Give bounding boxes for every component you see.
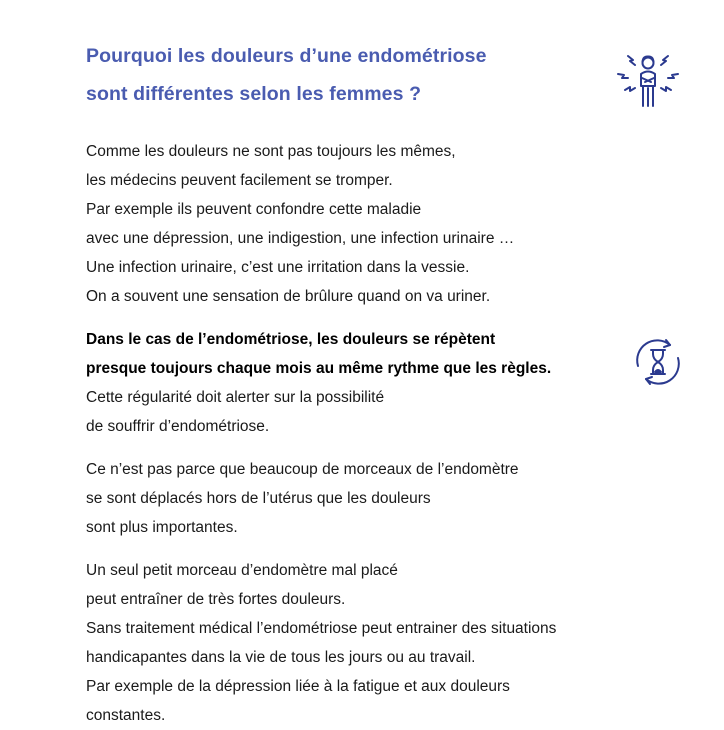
page-title [86,38,487,113]
text-line: Cette régularité doit alerter sur la possibilité [86,389,385,406]
text-line: se sont déplacés hors de l’utérus que les douleurs [86,490,431,507]
text-line: les médecins peuvent facilement se tromper. [86,172,393,189]
page-title-line-1: Pourquoi les douleurs d’une endométriose [86,45,487,67]
page-title-line-2: sont différentes selon les femmes ? [86,82,422,105]
bold-text-line: presque toujours chaque mois au même rythme que les règles. [86,360,552,377]
text-line: Un seul petit morceau d’endomètre mal placé [86,562,398,579]
text-line: Sans traitement médical l’endométriose peut entrainer des situations [86,620,557,637]
text-line: de souffrir d’endométriose. [86,418,270,435]
woman-in-pain-icon [615,50,681,112]
hourglass-cycle-icon [630,336,686,388]
bold-text-line: Dans le cas de l’endométriose, les douleurs se répètent [86,331,496,348]
text-line: Ce n’est pas parce que beaucoup de morceaux de l’endomètre [86,461,519,478]
text-line: Comme les douleurs ne sont pas toujours les mêmes, [86,143,456,160]
paragraph-consequences [86,556,646,730]
paragraph-quantity [86,455,646,542]
paragraph-regularity [86,325,646,441]
paragraph-misdiagnosis [86,137,646,311]
body-text [86,137,646,730]
text-line: sont plus importantes. [86,519,238,536]
text-line: Par exemple ils peuvent confondre cette maladie [86,201,422,218]
text-line: avec une dépression, une indigestion, une infection urinaire … [86,230,515,247]
text-line: peut entraîner de très fortes douleurs. [86,591,346,608]
text-line: On a souvent une sensation de brûlure quand on va uriner. [86,288,491,305]
text-line: constantes. [86,707,166,724]
text-line: Une infection urinaire, c’est une irritation dans la vessie. [86,259,470,276]
text-line: handicapantes dans la vie de tous les jours ou au travail. [86,649,476,666]
text-line: Par exemple de la dépression liée à la fatigue et aux douleurs [86,678,510,695]
